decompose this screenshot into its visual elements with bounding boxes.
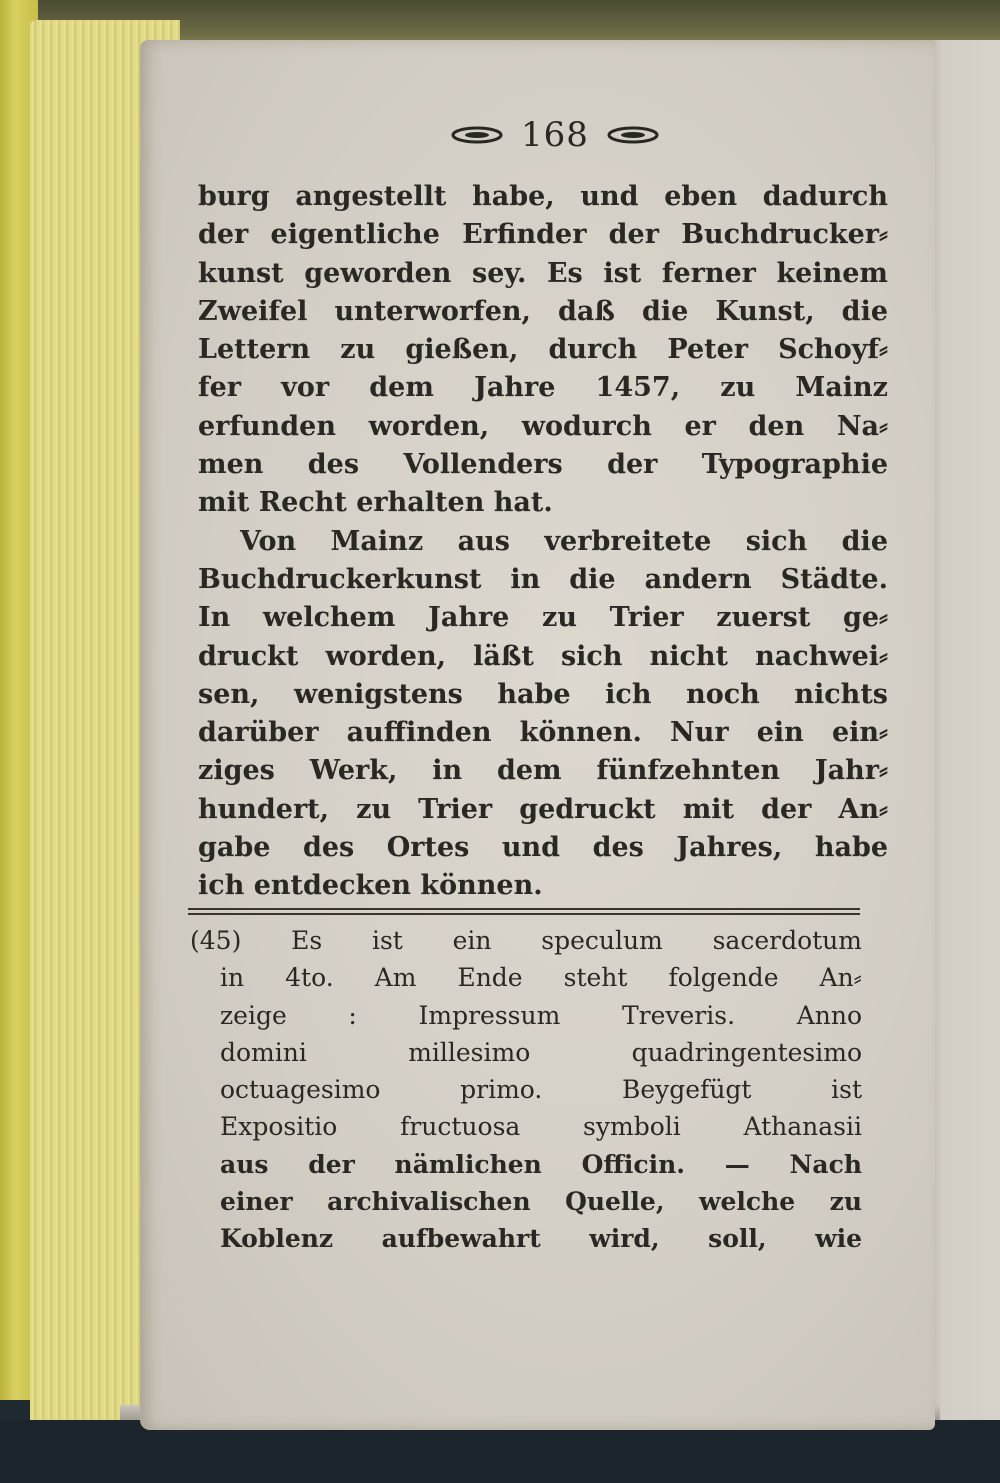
footnote-line: domini millesimo quadringentesimo bbox=[220, 1037, 862, 1067]
footnote-line: (45) Es ist ein speculum sacerdotum bbox=[190, 926, 862, 955]
body-text bbox=[198, 178, 888, 906]
text-line: burg angestellt habe, und eben dadurch bbox=[198, 181, 888, 212]
text-line: darüber auffinden können. Nur ein ein⸗ bbox=[198, 717, 888, 749]
ornament-left-icon bbox=[451, 124, 503, 146]
text-line: gabe des Ortes und des Jahres, habe bbox=[198, 832, 888, 864]
footnote-line: einer archivalischen Quelle, welche zu bbox=[220, 1187, 862, 1217]
footnote-line: zeige : Impressum Treveris. Anno bbox=[220, 1000, 862, 1030]
footnote-line: in 4to. Am Ende steht folgende An⸗ bbox=[220, 963, 862, 993]
footnote-line: Expositio fructuosa symboli Athanasii bbox=[220, 1112, 862, 1142]
footnote bbox=[190, 922, 862, 1258]
text-line: hundert, zu Trier gedruckt mit der An⸗ bbox=[198, 793, 888, 825]
page-header bbox=[430, 112, 680, 158]
page-number: 168 bbox=[521, 115, 589, 155]
text-line: druckt worden, läßt sich nicht nachwei⸗ bbox=[198, 640, 888, 672]
text-line: ich entdecken können. bbox=[198, 870, 543, 902]
footnote-line: octuagesimo primo. Beygefügt ist bbox=[220, 1075, 862, 1105]
text-line: Zweifel unterworfen, daß die Kunst, die bbox=[198, 295, 888, 327]
text-line: der eigentliche Erfinder der Buchdrucker⸗ bbox=[198, 219, 888, 251]
ornament-right-icon bbox=[607, 124, 659, 146]
footnote-line: Koblenz aufbewahrt wird, soll, wie bbox=[220, 1224, 862, 1254]
text-line: erfunden worden, wodurch er den Na⸗ bbox=[198, 410, 888, 442]
footnote-line: aus der nämlichen Officin. — Nach bbox=[220, 1149, 862, 1179]
text-line: fer vor dem Jahre 1457, zu Mainz bbox=[198, 372, 888, 404]
paragraph-start-line: Von Mainz aus verbreitete sich die bbox=[240, 525, 888, 557]
text-line: ziges Werk, in dem fünfzehnten Jahr⸗ bbox=[198, 755, 888, 787]
text-line: sen, wenigstens habe ich noch nichts bbox=[198, 678, 888, 710]
text-line: men des Vollenders der Typographie bbox=[198, 449, 888, 481]
text-line: Lettern zu gießen, durch Peter Schoyf⸗ bbox=[198, 334, 888, 366]
text-line: In welchem Jahre zu Trier zuerst ge⸗ bbox=[198, 602, 888, 634]
footnote-separator bbox=[188, 908, 860, 918]
text-line: Buchdruckerkunst in die andern Städte. bbox=[198, 563, 888, 595]
text-line: kunst geworden sey. Es ist ferner keinem bbox=[198, 257, 888, 289]
text-line: mit Recht erhalten hat. bbox=[198, 487, 553, 519]
